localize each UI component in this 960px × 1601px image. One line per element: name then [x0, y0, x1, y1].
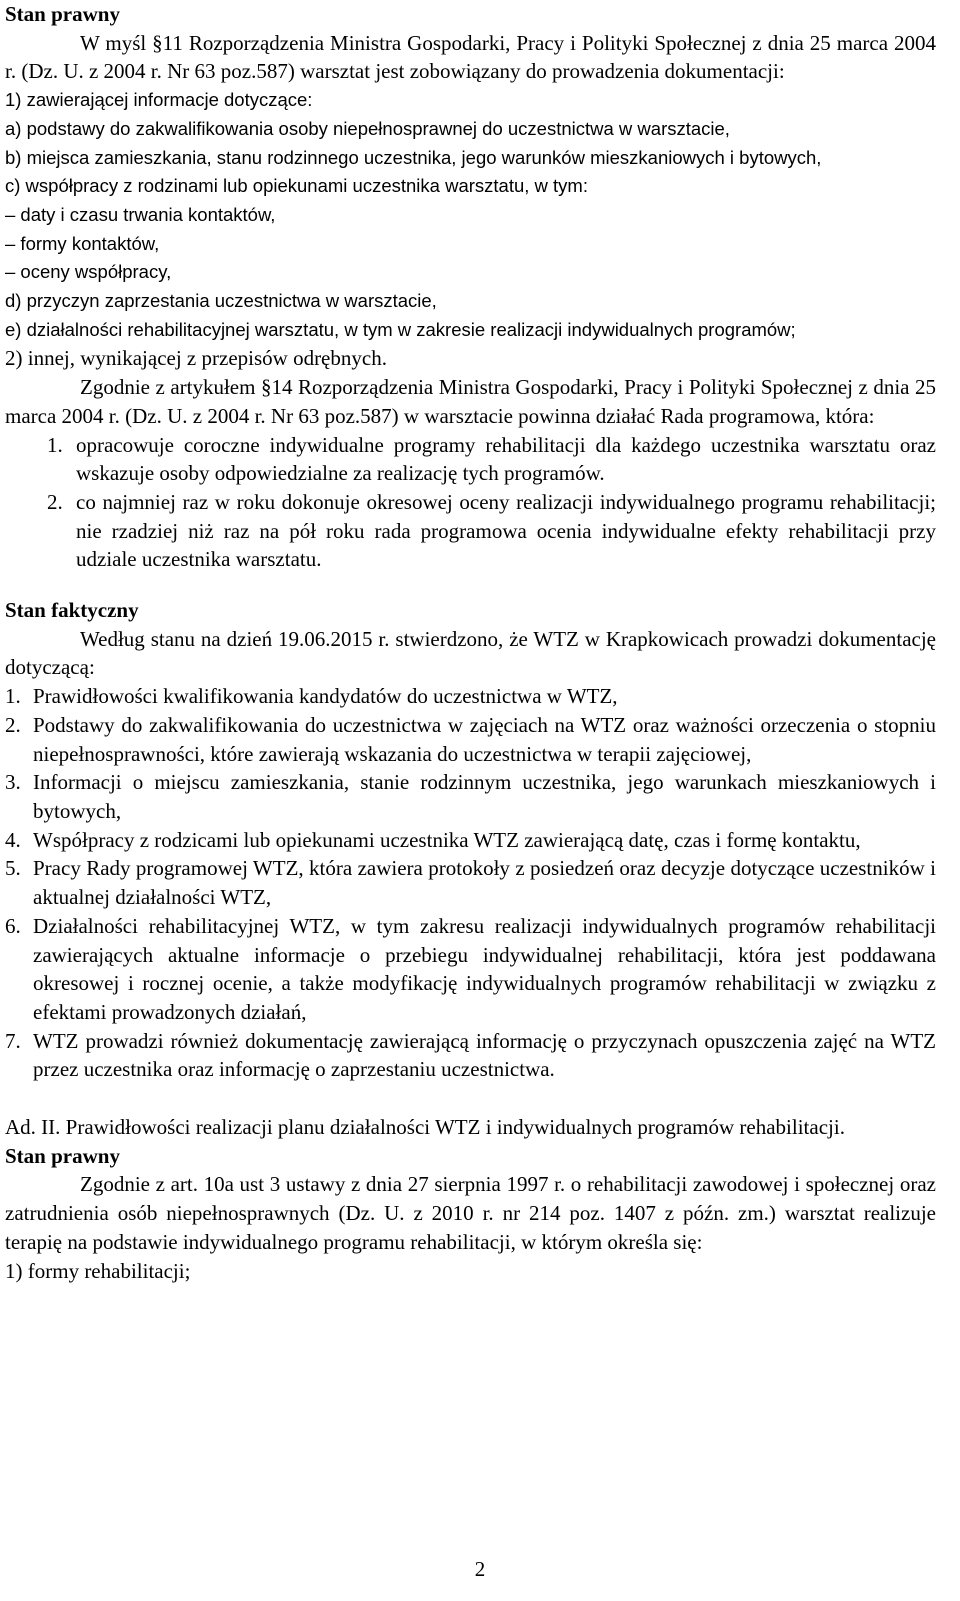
- finding-number: 4.: [5, 827, 21, 852]
- documentation-line: d) przyczyn zaprzestania uczestnictwa w warsztacie,: [5, 290, 437, 312]
- finding-item: [5, 912, 936, 1027]
- legal-intro-paragraph-2: Zgodnie z art. 10a ust 3 ustawy z dnia 27 sierpnia 1997 r. o rehabilitacji zawodowej i społecznej oraz zatrudnienia osób niepełnosprawnych (Dz. U. z 2010 r. nr 214 poz. 1407 z późn. zm.) warsztat realizuje terapię na podstawie indywidualnego programu rehabilitacji, w którym określa się:: [5, 1172, 936, 1254]
- finding-item: [5, 854, 936, 911]
- finding-text: Prawidłowości kwalifikowania kandydatów do uczestnictwa w WTZ,: [33, 684, 618, 709]
- finding-number: 1.: [5, 684, 21, 709]
- documentation-line: 1) zawierającej informacje dotyczące:: [5, 89, 313, 111]
- rehabilitation-form-line: 1) formy rehabilitacji;: [5, 1258, 191, 1283]
- finding-text: Podstawy do zakwalifikowania do uczestnictwa w zajęciach na WTZ oraz ważności orzeczenia o stopniu niepełnosprawności, które zawierają wskazania do uczestnictwa w terapii zajęciowej,: [33, 712, 936, 766]
- documentation-line: c) współpracy z rodzinami lub opiekunami uczestnika warsztatu, w tym:: [5, 175, 588, 197]
- documentation-line: a) podstawy do zakwalifikowania osoby niepełnosprawnej do uczestnictwa w warsztacie,: [5, 117, 730, 139]
- section-heading-legal-status-2: Stan prawny: [5, 1143, 120, 1168]
- documentation-line: 2) innej, wynikającej z przepisów odrębnych.: [5, 346, 387, 371]
- section-spacer: [5, 574, 936, 596]
- finding-text: WTZ prowadzi również dokumentację zawierającą informację o przyczynach opuszczenia zajęć na WTZ przez uczestnika oraz informację o zaprzestaniu uczestnictwa.: [33, 1028, 936, 1082]
- finding-item: [5, 826, 936, 855]
- section-heading-factual-status: Stan faktyczny: [5, 598, 139, 623]
- documentation-line: b) miejsca zamieszkania, stanu rodzinnego uczestnika, jego warunków mieszkaniowych i bytowych,: [5, 146, 822, 168]
- finding-text: Współpracy z rodzicami lub opiekunami uczestnika WTZ zawierającą datę, czas i formę kontaktu,: [33, 827, 861, 852]
- council-duty-item: [5, 431, 936, 488]
- page-number: 2: [474, 1557, 486, 1581]
- council-duty-text: opracowuje coroczne indywidualne programy rehabilitacji dla każdego uczestnika warsztatu oraz wskazuje osoby odpowiedzialne za realizację tych programów.: [76, 432, 936, 486]
- finding-item: [5, 682, 936, 711]
- finding-text: Pracy Rady programowej WTZ, która zawiera protokoły z posiedzeń oraz decyzje dotyczące uczestników i aktualnej działalności WTZ,: [33, 856, 936, 910]
- finding-number: 7.: [5, 1028, 21, 1053]
- legal-intro-paragraph: W myśl §11 Rozporządzenia Ministra Gospodarki, Pracy i Polityki Społecznej z dnia 25 marca 2004 r. (Dz. U. z 2004 r. Nr 63 poz.587) warsztat jest zobowiązany do prowadzenia dokumentacji:: [5, 30, 936, 84]
- program-council-paragraph: Zgodnie z artykułem §14 Rozporządzenia Ministra Gospodarki, Pracy i Polityki Społecznej z dnia 25 marca 2004 r. (Dz. U. z 2004 r. Nr 63 poz.587) w warsztacie powinna działać Rada programowa, która:: [5, 375, 936, 428]
- finding-number: 2.: [5, 712, 21, 737]
- document-page: [5, 0, 936, 1285]
- documentation-line: e) działalności rehabilitacyjnej warsztatu, w tym w zakresie realizacji indywidualnych programów;: [5, 318, 796, 340]
- section-spacer: [5, 1084, 936, 1113]
- council-duty-number: 2.: [47, 489, 63, 514]
- finding-item: [5, 1027, 936, 1084]
- documentation-line: – daty i czasu trwania kontaktów,: [5, 203, 276, 225]
- finding-text: Informacji o miejscu zamieszkania, stanie rodzinnym uczestnika, jego warunkach mieszkaniowych i bytowych,: [33, 770, 936, 823]
- council-duty-number: 1.: [47, 432, 63, 457]
- factual-intro-paragraph: Według stanu na dzień 19.06.2015 r. stwierdzono, że WTZ w Krapkowicach prowadzi dokumentację dotyczącą:: [5, 626, 936, 680]
- finding-number: 6.: [5, 913, 21, 938]
- finding-item: [5, 711, 936, 768]
- documentation-line: – oceny współpracy,: [5, 261, 172, 283]
- section-heading-legal-status: Stan prawny: [5, 2, 120, 26]
- finding-item: [5, 768, 936, 825]
- finding-number: 3.: [5, 770, 21, 795]
- council-duty-item: [5, 488, 936, 574]
- council-duty-text: co najmniej raz w roku dokonuje okresowej oceny realizacji indywidualnego programu rehabilitacji; nie rzadziej niż raz na pół roku rada programowa ocenia indywidualne efekty rehabilitacji przy udziale uczestnika warsztatu.: [76, 489, 936, 572]
- finding-text: Działalności rehabilitacyjnej WTZ, w tym zakresu realizacji indywidualnych programów rehabilitacji zawierających aktualne informacje o przebiegu indywidualnej rehabilitacji, która jest poddawana okresowej i rocznej ocenie, a także modyfikację indywidualnych programów rehabilitacji w związku z efektami prowadzonych działań,: [33, 913, 936, 1024]
- finding-number: 5.: [5, 856, 21, 881]
- section-title-ad-ii: Ad. II. Prawidłowości realizacji planu działalności WTZ i indywidualnych programów rehabilitacji.: [5, 1115, 845, 1140]
- documentation-line: – formy kontaktów,: [5, 232, 160, 254]
